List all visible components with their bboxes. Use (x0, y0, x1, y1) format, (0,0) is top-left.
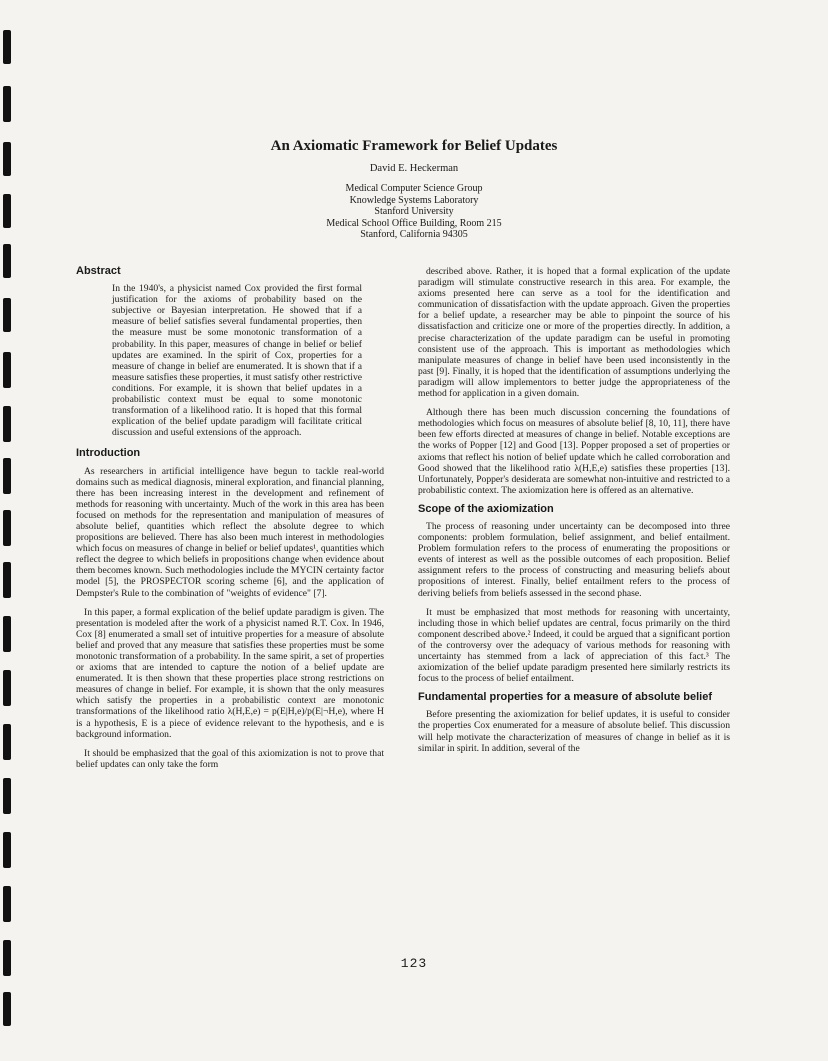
binder-mark (3, 616, 11, 652)
paper-author: David E. Heckerman (369, 163, 459, 174)
paper-header (0, 138, 828, 241)
paragraph: described above. Rather, it is hoped that a formal explication of the update paradigm will stimulate constructive research in this area. For example, the axioms presented here can serve as a tool for the identification and communication of dissatisfaction with the update approach. Given the properties for a belief update, a researcher may be able to pinpoint the source of his dissatisfaction and criticize one or more of the properties directly. In addition, a precise characterization of the update paradigm can be useful in promoting consistent use of the approach. This is important as methodologies which manipulate measures of change in belief have been used inconsistently in the past [9]. Finally, it is hoped that the identification of assumptions underlying the paradigm will allow implementors to better judge the appropriateness of the method for application in a given domain. (418, 266, 730, 400)
affiliation-line: Stanford University (374, 206, 454, 217)
right-column (418, 266, 730, 762)
binder-mark (3, 86, 11, 122)
binder-mark (3, 510, 11, 546)
author-affiliation (0, 183, 828, 241)
affiliation-line: Knowledge Systems Laboratory (349, 194, 479, 206)
binder-mark (3, 670, 11, 706)
affiliation-line: Medical School Office Building, Room 215 (326, 217, 502, 229)
binder-mark (3, 244, 11, 278)
left-column (76, 266, 384, 778)
binder-mark (3, 458, 11, 494)
binder-mark (3, 30, 11, 64)
fundamental-properties-heading: Fundamental properties for a measure of absolute belief (418, 691, 713, 704)
paragraph: In this paper, a formal explication of the belief update paradigm is given. The presentation is modeled after the work of a physicist named R.T. Cox. In 1946, Cox [8] enumerated a small set of intuitive properties for a measure of absolute belief and proved that any measure that satisfies these properties must be some monotonic transformation of a probability. In the same spirit, a set of properties or axioms that are intended to capture the notion of a belief update are enumerated. It is then shown that these properties place strong restrictions on measures of change in belief. For example, it is shown that the only measures which satisfy the properties in a probabilistic context are monotonic transformations of the likelihood ratio λ(H,E,e) = p(E|H,e)/p(E|¬H,e), where H is a hypothesis, E is a piece of evidence relevant to the hypothesis, and e is background information. (76, 606, 384, 740)
paragraph: As researchers in artificial intelligence have begun to tackle real-world domains such as medical diagnosis, mineral exploration, and financial planning, there has been increasing interest in the development and refinement of methods for reasoning with uncertainty. Much of the work in this area has been focused on methods for the representation and manipulation of measures of absolute belief, quantities which reflect the absolute degree to which propositions are believed. There has also been much interest in methodologies which focus on measures of change in belief or belief updates¹, quantities which reflect the degree to which beliefs in propositions change when evidence about them becomes known. Such methodologies include the MYCIN certainty factor model [5], the PROSPECTOR scoring scheme [6], and the application of Dempster's Rule to the combination of "weights of evidence" [7]. (76, 465, 384, 599)
paper-title: An Axiomatic Framework for Belief Updates (270, 138, 558, 154)
binder-mark (3, 406, 11, 442)
page-number: 123 (400, 956, 428, 971)
binder-mark (3, 778, 11, 814)
binder-mark (3, 832, 11, 868)
abstract-heading: Abstract (76, 265, 121, 277)
scope-heading: Scope of the axiomization (418, 502, 554, 515)
paragraph: Before presenting the axiomization for belief updates, it is useful to consider the properties Cox enumerated for a measure of absolute belief. This discussion will help motivate the characterization of measures of change in belief as it is similar in spirit. In addition, several of the (418, 709, 730, 754)
paragraph: It must be emphasized that most methods for reasoning with uncertainty, including those in which belief updates are central, focus primarily on the third component described above.² Indeed, it could be argued that a significant portion of the controversy over the adequacy of various methods for reasoning with uncertainty has stemmed from a lack of appreciation of this fact.³ The axiomization of the belief update paradigm presented here similarly restricts its focus to the process of belief entailment. (418, 606, 730, 685)
binder-mark (3, 562, 11, 598)
affiliation-line: Medical Computer Science Group (345, 183, 483, 194)
affiliation-line: Stanford, California 94305 (360, 229, 468, 240)
binder-mark (3, 886, 11, 922)
introduction-heading: Introduction (76, 447, 141, 460)
binder-mark (3, 992, 11, 1026)
binder-mark (3, 298, 11, 332)
paragraph: Although there has been much discussion concerning the foundations of methodologies which focus on measures of absolute belief [8, 10, 11], there have been few efforts directed at measures of change in belief. Notable exceptions are the works of Popper [12] and Good [13]. Popper proposed a set of properties or axioms that reflect his notion of belief update which he called corroboration and Good showed that the likelihood ratio λ(H,E,e) satisfies these properties [13]. Unfortunately, Popper's desiderata are somewhat non-intuitive and restricted to a probabilistic context. The axiomization here is offered as an alternative. (418, 407, 730, 496)
abstract-text: In the 1940's, a physicist named Cox provided the first formal justification for the axioms of probability based on the subjective or Bayesian interpretation. He showed that if a measure of belief satisfies several fundamental properties, then the measure must be some monotonic transformation of a probability. In this paper, measures of change in belief or belief updates are examined. In the spirit of Cox, properties for a measure of change in belief are enumerated. It is shown that if a measure satisfies these properties, it must satisfy other restrictive conditions. For example, it is shown that belief updates in a probabilistic context must be equal to some monotonic transformation of a likelihood ratio. It is hoped that this formal explication of the belief update paradigm will facilitate critical discussion and useful extensions of the approach. (112, 283, 362, 439)
binder-mark (3, 352, 11, 388)
paragraph: It should be emphasized that the goal of this axiomization is not to prove that belief updates can only take the form (76, 747, 384, 770)
binder-mark (3, 724, 11, 760)
paragraph: The process of reasoning under uncertainty can be decomposed into three components: problem formulation, belief assignment, and belief entailment. Problem formulation refers to the process of enumerating the propositions or events of interest as well as the possible outcomes of each proposition. Belief assignment refers to the process of constructing and measuring beliefs about propositions of interest. Finally, belief entailment refers to the process of deriving beliefs from beliefs assessed in the second phase. (418, 520, 730, 599)
